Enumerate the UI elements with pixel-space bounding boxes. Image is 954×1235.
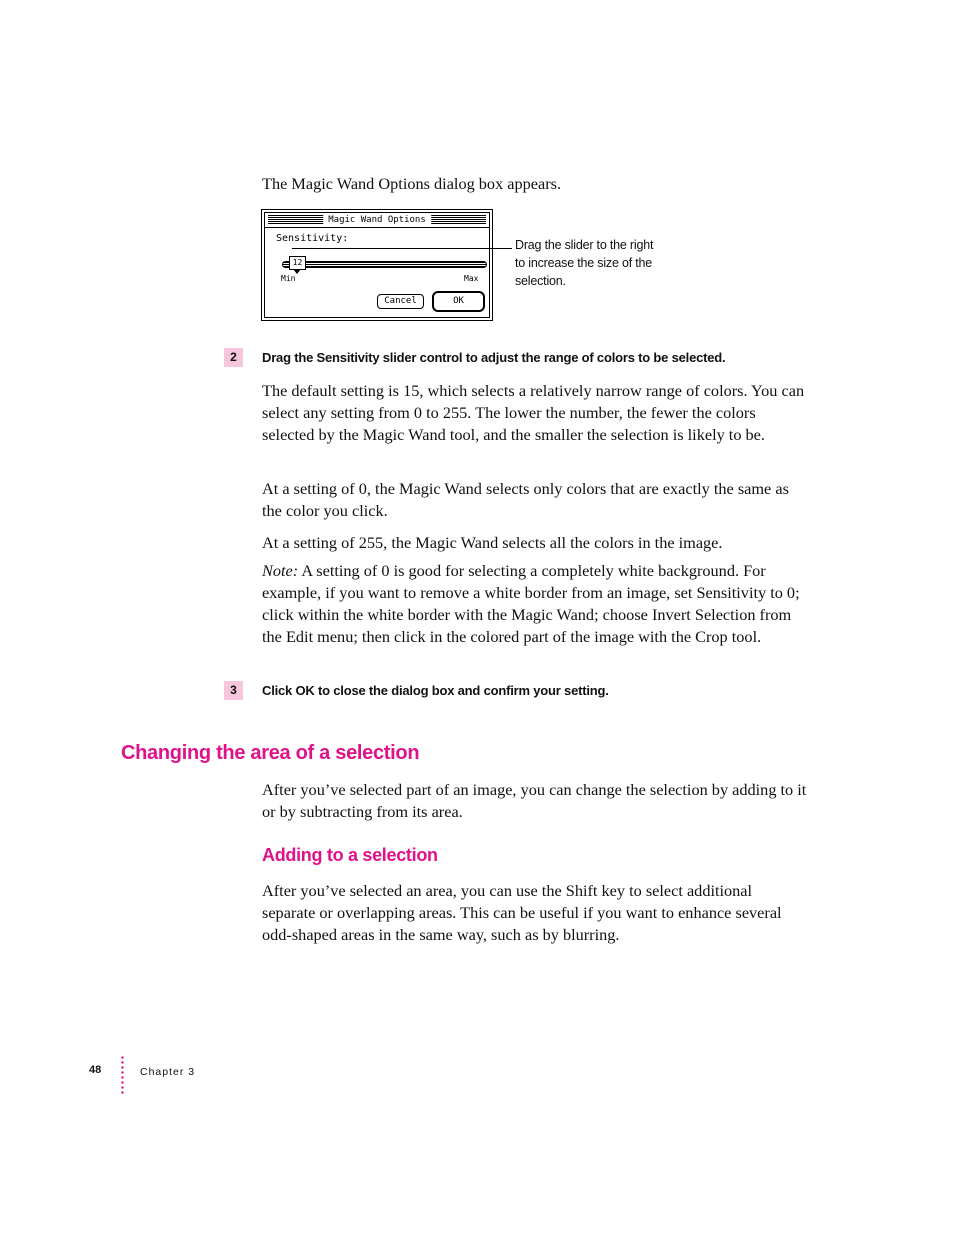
intro-text: The Magic Wand Options dialog box appears. — [262, 174, 562, 193]
note-label: Note: — [262, 561, 299, 580]
paragraph: After you’ve selected an area, you can use the Shift key to select additional separate or overlapping areas. This can be useful if you want to enhance several odd-shaped areas in the same way, such as by blurring. — [262, 881, 782, 944]
magic-wand-options-dialog — [261, 209, 493, 321]
callout-text: Drag the slider to the right to increase the size of the selection. — [515, 238, 654, 288]
paragraph: At a setting of 0, the Magic Wand selects only colors that are exactly the same as the color you click. — [262, 479, 789, 520]
slider-min-label: Min — [281, 274, 296, 283]
sensitivity-label: Sensitivity: — [276, 233, 349, 244]
paragraph: After you’ve selected part of an image, you can change the selection by adding to it or by subtracting from its area. — [262, 780, 807, 821]
titlebar-divider — [265, 227, 489, 228]
slider-max-label: Max — [464, 274, 479, 283]
callout-leader-line — [292, 248, 512, 249]
step-number: 3 — [224, 681, 243, 700]
sensitivity-slider-thumb[interactable]: 12 — [289, 256, 306, 270]
dialog-frame — [264, 212, 490, 318]
step-number: 2 — [224, 348, 243, 367]
ok-button[interactable]: OK — [432, 291, 485, 312]
dialog-titlebar[interactable] — [265, 213, 489, 227]
dialog-title: Magic Wand Options — [323, 214, 431, 226]
step-text: Click OK to close the dialog box and confirm your setting. — [262, 683, 609, 698]
page-number: 48 — [89, 1064, 102, 1076]
sensitivity-slider-track[interactable] — [282, 261, 487, 268]
note-paragraph — [262, 560, 807, 648]
paragraph: At a setting of 255, the Magic Wand selects all the colors in the image. — [262, 533, 723, 552]
step-text: Drag the Sensitivity slider control to adjust the range of colors to be selected. — [262, 350, 726, 365]
footer-dotted-divider — [121, 1055, 124, 1095]
paragraph: The default setting is 15, which selects a relatively narrow range of colors. You can select any setting from 0 to 255. The lower the number, the fewer the colors selected by the Magic Wand tool, and the smaller the selection is likely to be. — [262, 381, 805, 444]
section-heading: Changing the area of a selection — [121, 742, 420, 764]
subsection-heading: Adding to a selection — [262, 845, 438, 865]
chapter-label: Chapter 3 — [140, 1066, 196, 1078]
cancel-button[interactable]: Cancel — [377, 294, 424, 309]
note-text: A setting of 0 is good for selecting a completely white background. For example, if you want to remove a white border from an image, set Sensitivity to 0; click within the white border with the Magic Wand; choose Invert Selection from the Edit menu; then click in the colored part of the image with the Crop tool. — [262, 561, 800, 646]
